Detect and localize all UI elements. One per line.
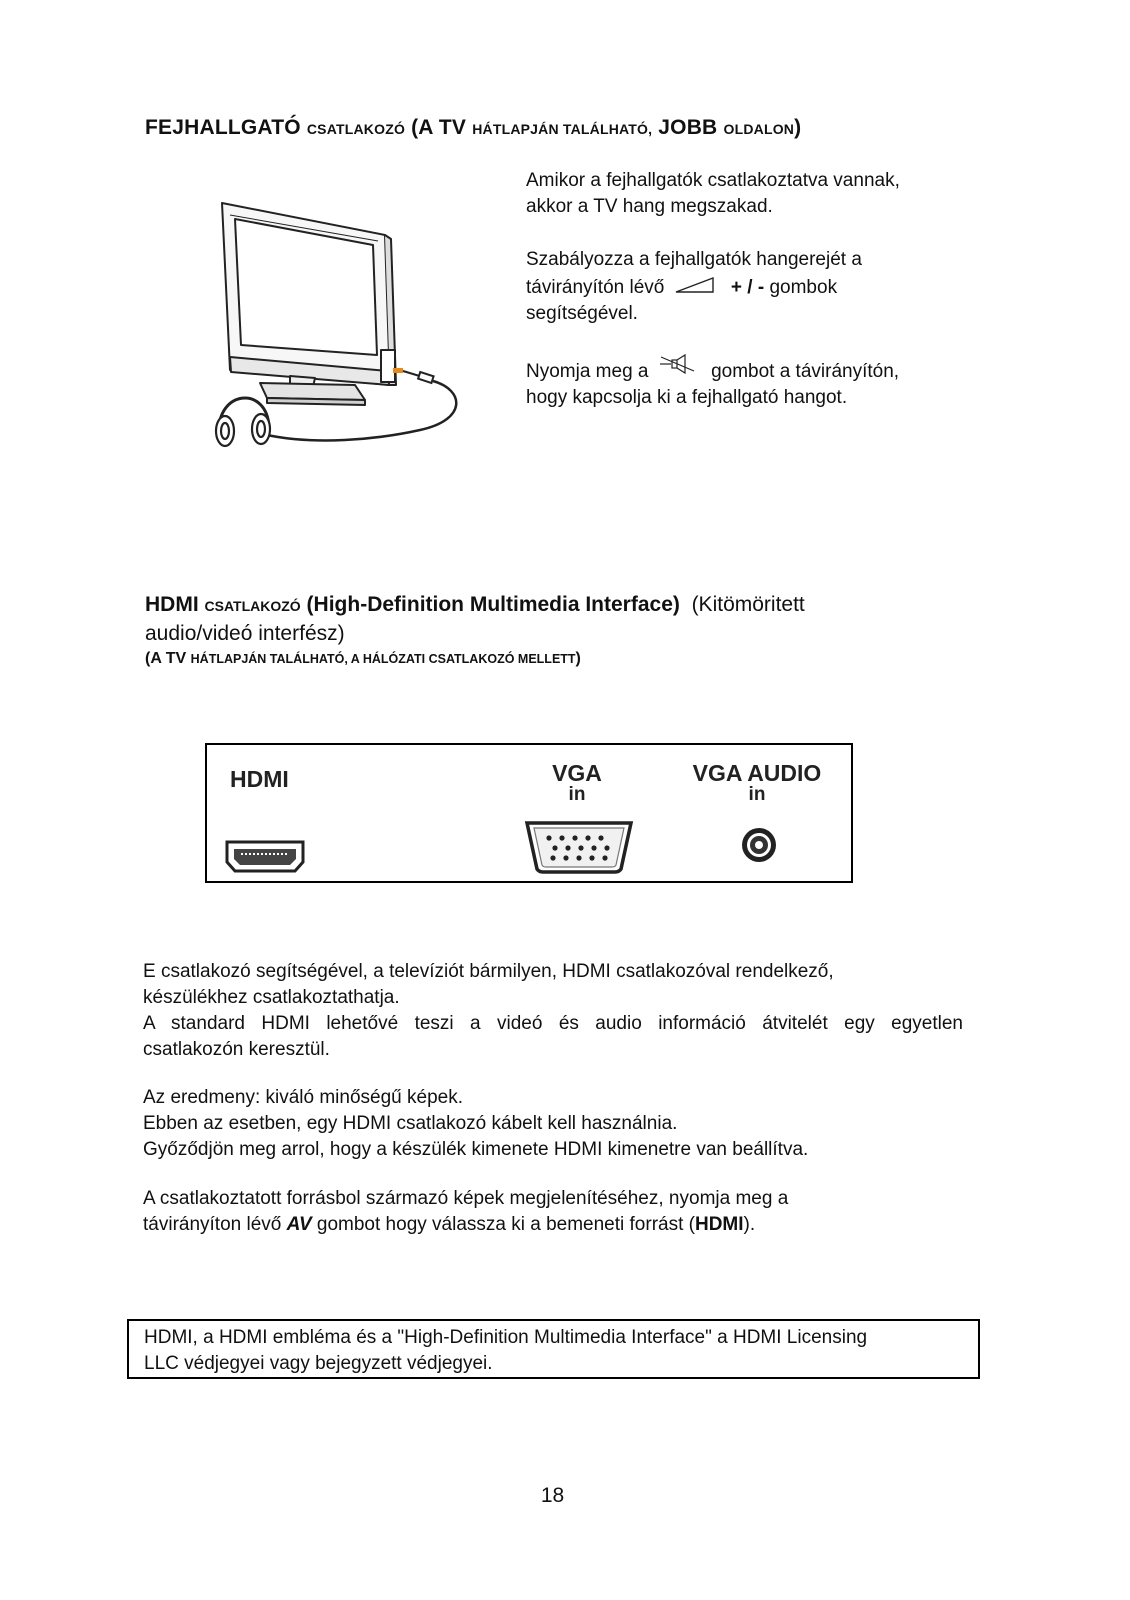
hdmi-port-icon [225, 840, 305, 874]
subheading-part: HÁTLAPJÁN TALÁLHATÓ, A HÁLÓZATI CSATLAKOZÓ MELLETT [190, 652, 576, 666]
hdmi-body-block-1 [143, 959, 963, 1063]
text-line: HDMI, a HDMI embléma és a "High-Definition Multimedia Interface" a HDMI Licensing [144, 1327, 868, 1348]
heading-line-2: audio/videó interfész) [145, 622, 345, 645]
heading-part: CSATLAKOZÓ [306, 121, 406, 137]
connector-panel [205, 743, 853, 883]
heading-part: (Kitömöritett [691, 593, 805, 616]
vga-audio-label-group [677, 761, 837, 805]
headphone-paragraph-3 [526, 353, 899, 411]
heading-part: (A TV [411, 116, 467, 139]
text-line: E csatlakozó segítségével, a televíziót bármilyen, HDMI csatlakozóval rendelkező, [143, 961, 834, 982]
text-line [143, 1212, 963, 1238]
mute-icon [658, 353, 698, 375]
heading-part: HDMI [145, 593, 199, 616]
heading-part: JOBB [658, 116, 718, 139]
text-part: + / - [730, 277, 765, 298]
av-button-label: AV [286, 1214, 312, 1235]
text-line: Győződjön meg arrol, hogy a készülék kimenete HDMI kimenetre van beállítva. [143, 1139, 809, 1160]
text-line: A standard HDMI lehetővé teszi a videó és audio információ átvitelét egy egyetlen [143, 1013, 963, 1034]
hdmi-source-label: HDMI [694, 1214, 744, 1235]
text-part: gombok [769, 277, 838, 298]
heading-part: OLDALON [723, 121, 795, 137]
text-line: Szabályozza a fejhallgatók hangerejét a [526, 249, 862, 270]
text-line: LLC védjegyei vagy bejegyzett védjegyei. [144, 1353, 493, 1374]
text-part: ). [743, 1214, 756, 1235]
text-line: Amikor a fejhallgatók csatlakoztatva vannak, [526, 170, 900, 191]
vga-label: VGA [552, 760, 602, 786]
text-part: gombot a távirányítón, [711, 361, 900, 382]
heading-part: CSATLAKOZÓ [204, 598, 301, 614]
tv-headphones-illustration [205, 195, 480, 460]
text-line: készülékhez csatlakoztathatja. [143, 987, 400, 1008]
text-part: távirányíton lévő [143, 1214, 282, 1235]
text-line: A csatlakoztatott forrásbol származó képek megjelenítéséhez, nyomja meg a [143, 1188, 789, 1209]
trademark-note-text [144, 1325, 867, 1377]
headphone-paragraph-1 [526, 168, 900, 220]
text-line: hogy kapcsolja ki a fejhallgató hangot. [526, 387, 848, 408]
heading-part: ) [794, 116, 802, 139]
heading-part: HÁTLAPJÁN TALÁLHATÓ, [472, 121, 653, 137]
text-line: csatlakozón keresztül. [143, 1039, 330, 1060]
hdmi-section-heading [145, 591, 805, 648]
audio-jack-icon [739, 825, 779, 865]
hdmi-body-block-2 [143, 1085, 963, 1163]
hdmi-label: HDMI [230, 766, 289, 792]
text-part: Nyomja meg a [526, 361, 649, 382]
hdmi-body-block-3 [143, 1186, 963, 1238]
vga-in-label: in [568, 784, 586, 805]
text-part: távirányítón lévő [526, 277, 665, 298]
text-line [526, 353, 899, 385]
subheading-part: (A TV [145, 650, 187, 667]
text-line: segítségével. [526, 303, 638, 324]
headphone-paragraph-2 [526, 247, 862, 327]
text-line: Ebben az esetben, egy HDMI csatlakozó kábelt kell használnia. [143, 1113, 678, 1134]
text-line: akkor a TV hang megszakad. [526, 196, 773, 217]
volume-icon [674, 275, 716, 295]
vga-audio-label: VGA AUDIO [692, 760, 822, 786]
vga-label-group [527, 761, 627, 805]
subheading-part: ) [575, 650, 581, 667]
headphone-section-heading [145, 116, 801, 140]
heading-part: FEJHALLGATÓ [145, 116, 301, 139]
heading-part: (High-Definition Multimedia Interface) [306, 593, 680, 616]
text-line: Az eredmeny: kiváló minőségű képek. [143, 1087, 463, 1108]
hdmi-section-subheading [145, 650, 581, 668]
text-line [526, 275, 862, 301]
page-number: 18 [540, 1484, 565, 1507]
trademark-note-box [127, 1319, 980, 1379]
text-part: gombot hogy válassza ki a bemeneti forrást ( [316, 1214, 695, 1235]
vga-port-icon [523, 819, 635, 875]
vga-audio-in-label: in [748, 784, 766, 805]
